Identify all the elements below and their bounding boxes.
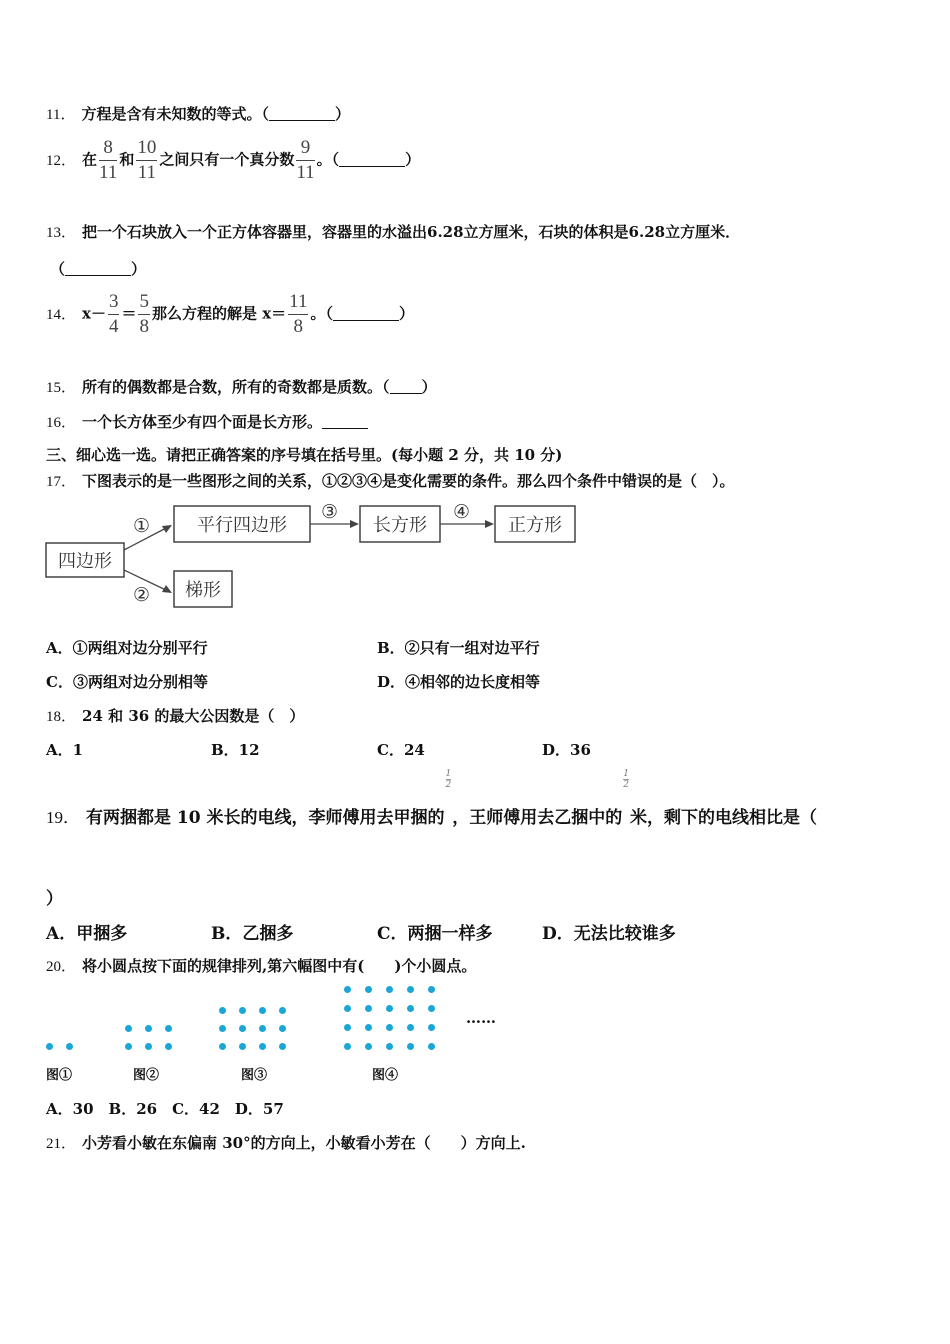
condition-2: ② [133, 584, 151, 606]
question-number: 15． [46, 380, 77, 396]
question-number: 19． [46, 808, 80, 827]
question-text: 方程是含有未知数的等式。（ [81, 105, 269, 123]
dot [46, 1043, 53, 1050]
question-19-cont: ） [46, 889, 63, 909]
square-label: 正方形 [508, 515, 562, 536]
question-number: 14． [46, 306, 77, 323]
q18-option-b[interactable]: B．12 [211, 741, 260, 759]
figure-caption-1: 图① [46, 1068, 73, 1083]
dot [365, 1024, 372, 1031]
question-number: 17． [46, 474, 77, 490]
dot [365, 1005, 372, 1012]
q19-option-b[interactable]: B．乙捆多 [211, 924, 294, 944]
dot [365, 1043, 372, 1050]
dot [344, 1005, 351, 1012]
equals-sign: ＝ [121, 304, 137, 323]
dot [386, 1024, 393, 1031]
parallelogram-label: 平行四边形 [197, 515, 287, 536]
dot [344, 986, 351, 993]
dot [344, 1043, 351, 1050]
question-number: 11． [46, 107, 76, 123]
question-17 [46, 470, 735, 491]
fraction-10-11: $\frac{10}{11}$ [137, 137, 157, 183]
q19-option-a[interactable]: A．甲捆多 [46, 924, 128, 944]
answer-blank[interactable] [339, 152, 405, 167]
dot [125, 1025, 132, 1032]
q17-option-b[interactable]: B．②只有一组对边平行 [377, 639, 540, 657]
dot [219, 1007, 226, 1014]
fraction-3-4: $\frac{3}{4}$ [108, 291, 119, 337]
dot [239, 1043, 246, 1050]
question-14 [46, 290, 414, 339]
q17-option-d[interactable]: D．④相邻的边长度相等 [377, 673, 541, 691]
q19-option-c[interactable]: C．两捆一样多 [377, 924, 493, 944]
q17-option-c[interactable]: C．③两组对边分别相等 [46, 673, 208, 691]
fraction-1-2: $\frac{1}{2}$ [623, 769, 629, 790]
q18-option-d[interactable]: D．36 [542, 741, 591, 759]
dot [386, 1043, 393, 1050]
answer-blank[interactable] [322, 414, 368, 429]
dot [279, 1025, 286, 1032]
dot [259, 1007, 266, 1014]
condition-4: ④ [453, 501, 471, 523]
question-13-answer [50, 258, 146, 279]
dot [428, 1005, 435, 1012]
fraction-1-2: $\frac{1}{2}$ [445, 769, 452, 790]
q18-option-c[interactable]: C．24 [377, 741, 425, 759]
dot [407, 1024, 414, 1031]
question-11 [46, 103, 350, 124]
question-text: 。（ [310, 304, 333, 323]
dot [145, 1025, 152, 1032]
dot [365, 986, 372, 993]
ellipsis: …… [466, 1009, 496, 1027]
bracket-close: ） [131, 260, 147, 278]
question-text: 24 和 36 的最大公因数是（ ） [82, 707, 305, 725]
dot [239, 1025, 246, 1032]
dot [145, 1043, 152, 1050]
dot [219, 1043, 226, 1050]
question-12 [46, 136, 420, 185]
fraction-11-8: $\frac{11}{8}$ [289, 291, 308, 337]
question-15 [46, 376, 437, 397]
dot [125, 1043, 132, 1050]
question-text: 一个长方体至少有四个面是长方形。 [82, 413, 323, 431]
question-text: 下图表示的是一些图形之间的关系，①②③④是变化需要的条件。那么四个条件中错误的是（ ）。 [82, 472, 735, 490]
rectangle-label: 长方形 [373, 515, 427, 536]
dot [219, 1025, 226, 1032]
dot [386, 1005, 393, 1012]
question-text: 之间只有一个真分数 [159, 150, 295, 169]
question-text: 把一个石块放入一个正方体容器里，容器里的水溢出6.28立方厘米，石块的体积是6.28立方厘米． [82, 223, 741, 241]
dot [428, 986, 435, 993]
dot [259, 1025, 266, 1032]
shape-relation-diagram [40, 496, 590, 614]
question-text: 米，剩下的电线相比是（ [629, 808, 817, 828]
condition-3: ③ [321, 501, 339, 523]
q20-options[interactable]: A．30 B．26 C．42 D．57 [46, 1100, 284, 1118]
condition-1: ① [133, 515, 151, 537]
answer-blank[interactable] [269, 106, 335, 121]
dot [239, 1007, 246, 1014]
figure-caption-2: 图② [133, 1068, 160, 1083]
dot [344, 1024, 351, 1031]
question-number: 18． [46, 709, 77, 725]
figure-caption-3: 图③ [241, 1068, 268, 1083]
fraction-5-8: $\frac{5}{8}$ [139, 291, 149, 337]
quadrilateral-label: 四边形 [58, 551, 112, 572]
dot [165, 1025, 172, 1032]
question-number: 13． [46, 225, 77, 241]
section-heading: 三、细心选一选。请把正确答案的序号填在括号里。(每小题 2 分，共 10 分) [46, 446, 563, 464]
question-text: ，王师傅用去乙捆中的 [452, 808, 623, 828]
dot [66, 1043, 73, 1050]
question-text: 所有的偶数都是合数，所有的奇数都是质数。（ [82, 378, 390, 396]
dot [386, 986, 393, 993]
question-text: 那么方程的解是 x＝ [151, 304, 287, 323]
answer-blank[interactable] [65, 261, 131, 276]
dot [259, 1043, 266, 1050]
question-text: 在 [82, 150, 98, 169]
question-text: 小芳看小敏在东偏南 30°的方向上，小敏看小芳在（ ）方向上. [82, 1134, 526, 1152]
question-18 [46, 705, 304, 726]
bracket-close: ） [398, 304, 414, 323]
dot [407, 1043, 414, 1050]
dot [279, 1007, 286, 1014]
answer-blank[interactable] [333, 306, 399, 321]
dot [407, 1005, 414, 1012]
question-number: 12． [46, 152, 77, 169]
bracket-open: （ [50, 260, 66, 278]
question-number: 16． [46, 415, 77, 431]
question-text: 和 [119, 150, 135, 169]
question-16 [46, 411, 368, 432]
question-13 [46, 221, 740, 242]
question-text: 将小圆点按下面的规律排列,第六幅图中有( )个小圆点。 [82, 957, 477, 975]
q18-option-a[interactable]: A．1 [46, 741, 84, 759]
answer-blank[interactable] [390, 379, 422, 394]
bracket-close: ） [421, 378, 437, 396]
q19-option-d[interactable]: D．无法比较谁多 [542, 924, 676, 944]
bracket-close: ） [334, 105, 350, 123]
fraction-8-11: $\frac{8}{11}$ [99, 137, 118, 183]
question-21 [46, 1132, 526, 1153]
question-number: 21． [46, 1136, 77, 1152]
question-19 [46, 769, 817, 828]
q17-option-a[interactable]: A．①两组对边分别平行 [46, 639, 208, 657]
bracket-close: ） [405, 150, 421, 169]
fraction-9-11: $\frac{9}{11}$ [296, 137, 315, 183]
question-number: 20． [46, 959, 77, 975]
figure-caption-4: 图④ [372, 1068, 399, 1083]
trapezoid-label: 梯形 [185, 580, 221, 601]
dot [407, 986, 414, 993]
question-text: x－ [82, 304, 106, 323]
dot [428, 1043, 435, 1050]
dot [428, 1024, 435, 1031]
dot [165, 1043, 172, 1050]
question-text: 有两捆都是 10 米长的电线，李师傅用去甲捆的 [86, 808, 445, 828]
question-20 [46, 955, 476, 976]
question-text: 。（ [316, 150, 340, 169]
dot [279, 1043, 286, 1050]
